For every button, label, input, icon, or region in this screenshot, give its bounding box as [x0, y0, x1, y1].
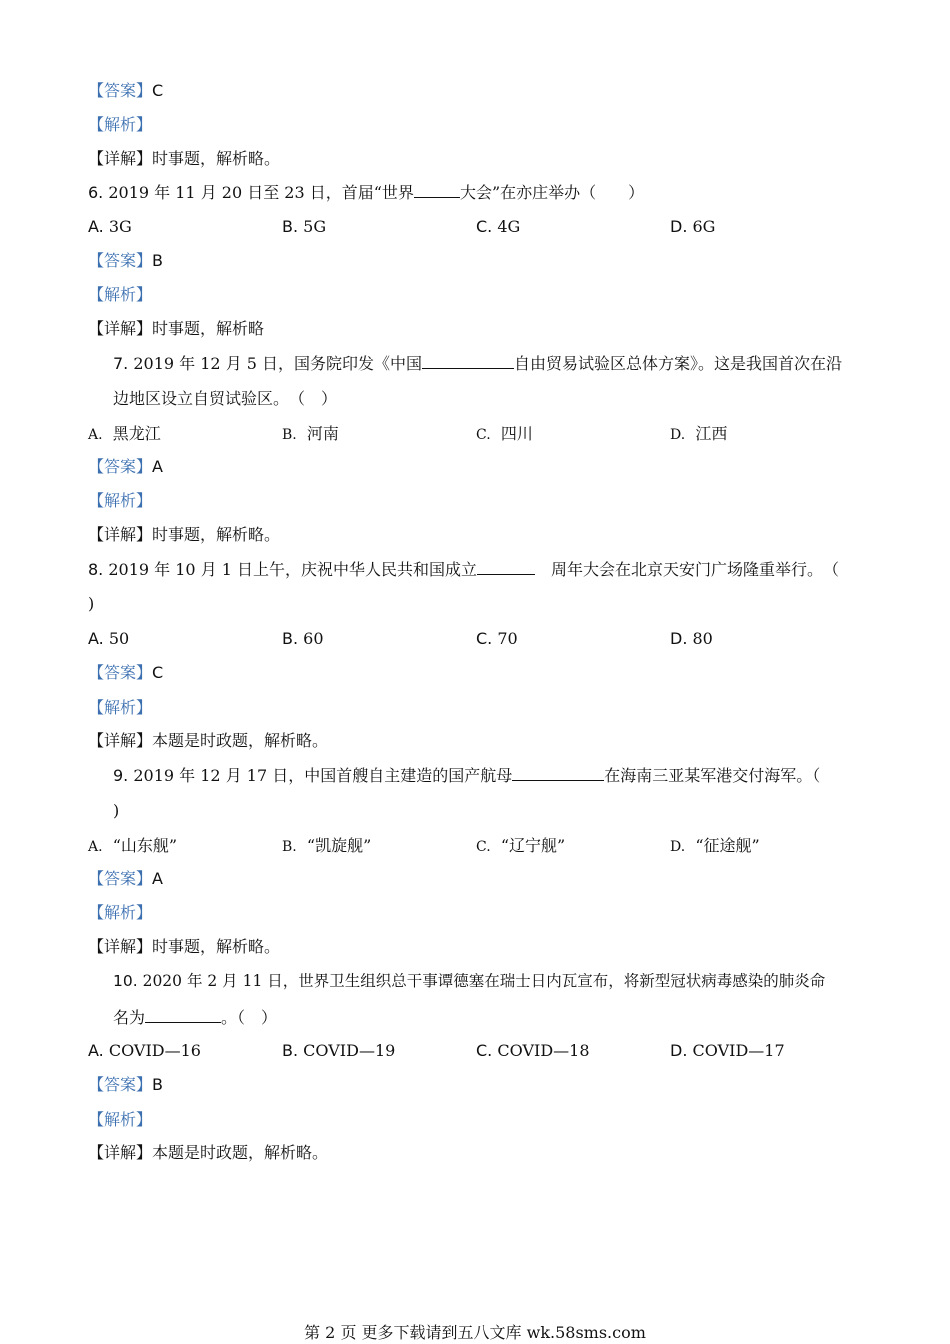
option-d: D. COVID—17 [670, 1041, 785, 1060]
question-6 [88, 181, 644, 204]
question-10 [113, 970, 825, 992]
answer-label: 【答案】 [88, 457, 153, 476]
answer-line-q7 [88, 456, 163, 478]
option-a: A. 3G [88, 217, 132, 236]
question-number: 6. [88, 183, 104, 202]
question-text: 2019 年 12 月 17 日，中国首艘自主建造的国产航母 [128, 766, 513, 785]
answer-label: 【答案】 [88, 1075, 153, 1094]
answer-label: 【答案】 [88, 663, 153, 682]
detail-label: 【详解】 [88, 937, 153, 956]
question-7-line2: 边地区设立自贸试验区。 （ ） [113, 389, 338, 408]
question-10-line2: 名为 。（ ） [113, 1008, 278, 1027]
analysis-label-q10 [88, 1109, 152, 1131]
detail-label: 【详解】 [88, 319, 153, 338]
question-number: 9. [113, 766, 129, 785]
option-b: B. 河南 [282, 424, 339, 443]
detail-label: 【详解】 [88, 731, 153, 750]
option-c: C. 4G [476, 217, 521, 236]
analysis-label-q9 [88, 902, 152, 924]
detail-text: 时事题，解析略。 [152, 525, 281, 544]
option-d: D. “征途舰” [670, 836, 760, 855]
analysis-label: 【解析】 [88, 698, 153, 717]
question-text: 2019 年 10 月 1 日上午，庆祝中华人民共和国成立 [103, 560, 478, 579]
answer-value: B [152, 251, 163, 270]
analysis-label-q5 [88, 114, 152, 136]
question-text: 2019 年 12 月 5 日，国务院印发《中国 [128, 354, 423, 373]
detail-label: 【详解】 [88, 1143, 153, 1162]
answer-value: C [152, 663, 164, 682]
answer-value: C [152, 81, 164, 100]
detail-label: 【详解】 [88, 149, 153, 168]
question-8 [88, 558, 839, 581]
analysis-label: 【解析】 [88, 491, 153, 510]
question-7 [113, 352, 842, 375]
fill-blank [145, 1006, 221, 1023]
answer-line-q10 [88, 1074, 163, 1096]
analysis-label: 【解析】 [88, 285, 153, 304]
answer-label: 【答案】 [88, 869, 153, 888]
answer-value: A [152, 869, 163, 888]
analysis-label: 【解析】 [88, 1110, 153, 1129]
option-c: C. COVID—18 [476, 1041, 590, 1060]
analysis-label-q7 [88, 490, 152, 512]
option-c: C. 70 [476, 629, 518, 648]
answer-line-q5 [88, 80, 163, 102]
option-a: A. 50 [88, 629, 130, 648]
option-b: B. COVID—19 [282, 1041, 396, 1060]
analysis-label: 【解析】 [88, 903, 153, 922]
fill-blank [414, 181, 460, 198]
option-c: C. 四川 [476, 424, 533, 443]
options-q8 [88, 628, 868, 650]
analysis-label: 【解析】 [88, 115, 153, 134]
detail-line-q7 [88, 524, 280, 546]
question-text: 2019 年 11 月 20 日至 23 日，首届“世界 [103, 183, 414, 202]
option-b: B. 60 [282, 629, 324, 648]
detail-label: 【详解】 [88, 525, 153, 544]
answer-label: 【答案】 [88, 251, 153, 270]
question-text-after: 自由贸易试验区总体方案》。这是我国首次在沿 [514, 354, 843, 373]
answer-line-q9 [88, 868, 163, 890]
answer-label: 【答案】 [88, 81, 153, 100]
question-number: 7. [113, 354, 129, 373]
option-a: A. 黑龙江 [88, 424, 161, 443]
options-q6 [88, 216, 868, 238]
option-d: D. 6G [670, 217, 716, 236]
fill-blank [422, 352, 514, 369]
answer-value: A [152, 457, 163, 476]
option-b: B. “凯旋舰” [282, 836, 372, 855]
options-q10 [88, 1040, 868, 1062]
option-b: B. 5G [282, 217, 327, 236]
question-text-after: 在海南三亚某军港交付海军。（ [604, 766, 821, 785]
detail-text: 时事题，解析略。 [152, 937, 281, 956]
question-number: 10. [113, 972, 138, 990]
question-text: 2020 年 2 月 11 日，世界卫生组织总干事谭德塞在瑞士日内瓦宣布，将新型冠状病毒感染的肺炎命 [137, 972, 826, 990]
question-text-after: 周年大会在北京天安门广场隆重举行。 （ [535, 560, 840, 579]
option-d: D. 江西 [670, 424, 728, 443]
answer-value: B [152, 1075, 163, 1094]
detail-line-q5 [88, 148, 280, 170]
option-a: A. “山东舰” [88, 836, 178, 855]
options-q7 [88, 423, 868, 445]
answer-line-q6 [88, 250, 163, 272]
analysis-label-q6 [88, 284, 152, 306]
detail-line-q9 [88, 936, 280, 958]
option-d: D. 80 [670, 629, 713, 648]
question-8-line2: ) [88, 594, 95, 613]
question-9-line2: ) [113, 801, 120, 820]
option-c: C. “辽宁舰” [476, 836, 566, 855]
analysis-label-q8 [88, 697, 152, 719]
option-a: A. COVID—16 [88, 1041, 201, 1060]
question-9 [113, 764, 820, 787]
question-text-after: 大会”在亦庄举办（ ） [459, 183, 645, 202]
fill-blank [477, 558, 535, 575]
detail-line-q10 [88, 1142, 328, 1164]
detail-text: 本题是时政题，解析略。 [152, 1143, 329, 1162]
question-number: 8. [88, 560, 104, 579]
options-q9 [88, 835, 868, 857]
detail-text: 时事题，解析略 [152, 319, 265, 338]
detail-text: 时事题，解析略。 [152, 149, 281, 168]
fill-blank [512, 764, 604, 781]
detail-line-q6 [88, 318, 264, 340]
page-footer: 第 2 页 更多下载请到五八文库 wk.58sms.com [304, 1323, 646, 1342]
detail-line-q8 [88, 730, 328, 752]
answer-line-q8 [88, 662, 163, 684]
detail-text: 本题是时政题，解析略。 [152, 731, 329, 750]
